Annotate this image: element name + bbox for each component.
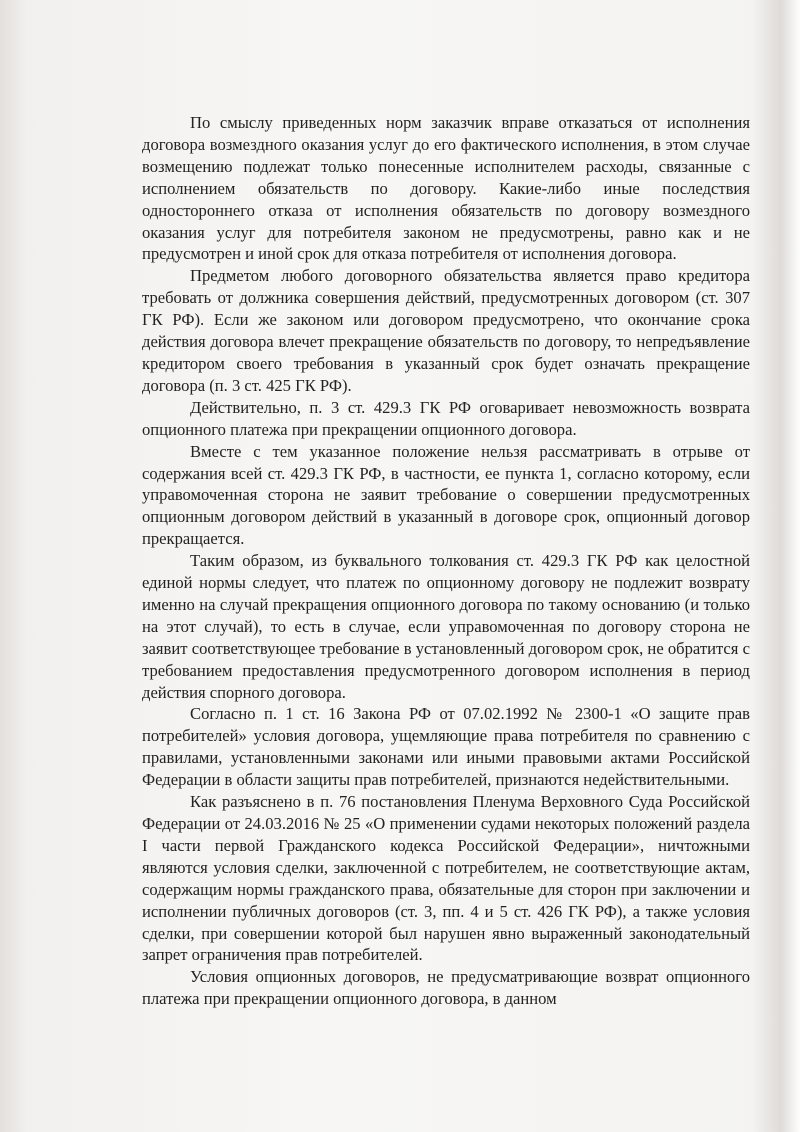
paragraph-5: Таким образом, из буквального толкования ст. 429.3 ГК РФ как целостной единой нормы следует, что платеж по опционному договору не подлежит возврату именно на случай прекращения опционного договора по такому основанию (и только на этот случай), то есть в случае, если управомоченная по договору сторона не заявит соответствующее требование в установленный договором срок, не обратится с требованием предоставления предусмотренного договором исполнения в период действия спорного договора. (142, 551, 750, 702)
paragraph-4: Вместе с тем указанное положение нельзя рассматривать в отрыве от содержания всей ст. 429.3 ГК РФ, в частности, ее пункта 1, согласно которому, если управомоченная сторона не заявит требование о совершении предусмотренных опционным договором действий в указанный в договоре срок, опционный договор прекращается. (142, 441, 750, 549)
document-body (142, 112, 750, 1010)
paragraph-1: По смыслу приведенных норм заказчик вправе отказаться от исполнения договора возмездного оказания услуг до его фактического исполнения, в этом случае возмещению подлежат только понесенные исполнителем расходы, связанные с исполнением обязательств по договору. Какие-либо иные последствия одностороннего отказа от исполнения обязательств по договору возмездного оказания услуг для потребителя законом не предусмотрены, равно как и не предусмотрен и иной срок для отказа потребителя от исполнения договора. (142, 113, 750, 264)
scan-shadow-right (752, 0, 800, 1132)
scan-shadow-left (0, 0, 28, 1132)
paragraph-7: Как разъяснено в п. 76 постановления Пленума Верховного Суда Российской Федерации от 24.03.2016 № 25 «О применении судами некоторых положений раздела I части первой Гражданского кодекса Российской Федерации», ничтожными являются условия сделки, заключенной с потребителем, не соответствующие актам, содержащим нормы гражданского права, обязательные для сторон при заключении и исполнении публичных договоров (ст. 3, пп. 4 и 5 ст. 426 ГК РФ), а также условия сделки, при совершении которой был нарушен явно выраженный законодательный запрет ограничения прав потребителей. (142, 792, 750, 965)
paragraph-8: Условия опционных договоров, не предусматривающие возврат опционного платежа при прекращении опционного договора, в данном (142, 967, 750, 1009)
paragraph-3: Действительно, п. 3 ст. 429.3 ГК РФ оговаривает невозможность возврата опционного платежа при прекращении опционного договора. (142, 397, 750, 439)
paragraph-6: Согласно п. 1 ст. 16 Закона РФ от 07.02.1992 № 2300-1 «О защите прав потребителей» условия договора, ущемляющие права потребителя по сравнению с правилами, установленными законами или иными правовыми актами Российской Федерации в области защиты прав потребителей, признаются недействительными. (142, 704, 750, 790)
paragraph-2: Предметом любого договорного обязательства является право кредитора требовать от должника совершения действий, предусмотренных договором (ст. 307 ГК РФ). Если же законом или договором предусмотрено, что окончание срока действия договора влечет прекращение обязательств по договору, то непредъявление кредитором своего требования в указанный срок будет означать прекращение договора (п. 3 ст. 425 ГК РФ). (142, 266, 750, 395)
